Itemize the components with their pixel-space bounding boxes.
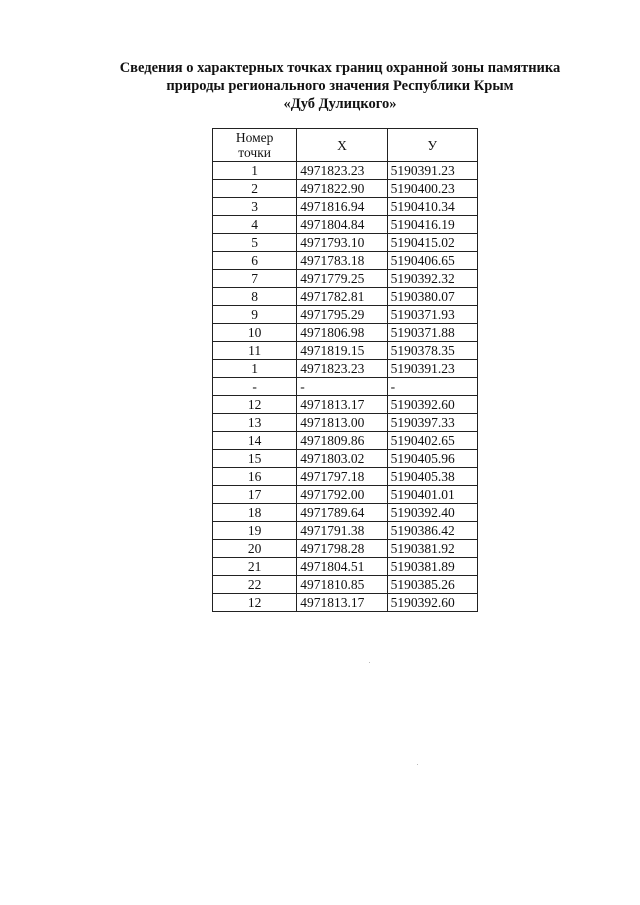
coordinates-table: [212, 128, 478, 612]
table-row: [213, 378, 478, 396]
cell-x: 4971813.17: [297, 594, 387, 612]
cell-point-number: 12: [213, 594, 297, 612]
cell-x: 4971782.81: [297, 288, 387, 306]
cell-y: 5190402.65: [387, 432, 477, 450]
table-row: [213, 270, 478, 288]
cell-point-number: 16: [213, 468, 297, 486]
cell-point-number: -: [213, 378, 297, 396]
table-row: [213, 486, 478, 504]
cell-point-number: 17: [213, 486, 297, 504]
cell-point-number: 19: [213, 522, 297, 540]
cell-y: 5190405.38: [387, 468, 477, 486]
cell-x: 4971813.17: [297, 396, 387, 414]
cell-x: 4971823.23: [297, 162, 387, 180]
cell-y: 5190400.23: [387, 180, 477, 198]
cell-point-number: 1: [213, 360, 297, 378]
cell-x: 4971795.29: [297, 306, 387, 324]
cell-y: 5190415.02: [387, 234, 477, 252]
cell-x: 4971822.90: [297, 180, 387, 198]
table-row: [213, 432, 478, 450]
cell-y: 5190381.92: [387, 540, 477, 558]
cell-y: 5190397.33: [387, 414, 477, 432]
cell-y: 5190392.60: [387, 396, 477, 414]
cell-point-number: 8: [213, 288, 297, 306]
cell-x: 4971806.98: [297, 324, 387, 342]
table-row: [213, 522, 478, 540]
table-row: [213, 594, 478, 612]
cell-y: 5190391.23: [387, 360, 477, 378]
cell-point-number: 18: [213, 504, 297, 522]
table-row: [213, 216, 478, 234]
cell-point-number: 21: [213, 558, 297, 576]
cell-y: 5190416.19: [387, 216, 477, 234]
cell-y: 5190410.34: [387, 198, 477, 216]
header-point-number-line2: точки: [238, 145, 271, 160]
cell-point-number: 9: [213, 306, 297, 324]
cell-x: 4971823.23: [297, 360, 387, 378]
cell-x: 4971797.18: [297, 468, 387, 486]
table-row: [213, 450, 478, 468]
cell-x: 4971783.18: [297, 252, 387, 270]
table-row: [213, 198, 478, 216]
cell-point-number: 7: [213, 270, 297, 288]
table-row: [213, 396, 478, 414]
document-title: [90, 59, 590, 113]
table-row: [213, 306, 478, 324]
cell-y: 5190401.01: [387, 486, 477, 504]
cell-y: 5190392.32: [387, 270, 477, 288]
scan-speck: [369, 662, 370, 663]
table-row: [213, 576, 478, 594]
table-row: [213, 360, 478, 378]
header-x: X: [297, 129, 387, 162]
cell-x: 4971816.94: [297, 198, 387, 216]
cell-y: 5190381.89: [387, 558, 477, 576]
cell-point-number: 6: [213, 252, 297, 270]
title-line-1: Сведения о характерных точках границ охранной зоны памятника: [119, 60, 561, 76]
cell-x: 4971779.25: [297, 270, 387, 288]
cell-point-number: 4: [213, 216, 297, 234]
cell-x: 4971810.85: [297, 576, 387, 594]
table-row: [213, 252, 478, 270]
cell-point-number: 14: [213, 432, 297, 450]
cell-y: 5190386.42: [387, 522, 477, 540]
cell-x: 4971813.00: [297, 414, 387, 432]
cell-point-number: 20: [213, 540, 297, 558]
cell-y: 5190406.65: [387, 252, 477, 270]
cell-x: 4971819.15: [297, 342, 387, 360]
table-row: [213, 540, 478, 558]
table-row: [213, 468, 478, 486]
table-row: [213, 288, 478, 306]
cell-x: 4971803.02: [297, 450, 387, 468]
cell-point-number: 15: [213, 450, 297, 468]
title-line-2: природы регионального значения Республики Крым: [166, 78, 514, 94]
table-body: [213, 162, 478, 612]
cell-y: 5190371.93: [387, 306, 477, 324]
table-row: [213, 162, 478, 180]
cell-point-number: 22: [213, 576, 297, 594]
cell-y: 5190380.07: [387, 288, 477, 306]
cell-y: 5190392.40: [387, 504, 477, 522]
title-line-3: «Дуб Дулицкого»: [283, 96, 397, 112]
cell-x: 4971791.38: [297, 522, 387, 540]
table-row: [213, 180, 478, 198]
table-header-row: [213, 129, 478, 162]
cell-x: 4971789.64: [297, 504, 387, 522]
table-row: [213, 324, 478, 342]
header-point-number: [213, 129, 297, 162]
header-y: У: [387, 129, 477, 162]
cell-y: 5190385.26: [387, 576, 477, 594]
table-row: [213, 414, 478, 432]
cell-point-number: 13: [213, 414, 297, 432]
cell-x: 4971792.00: [297, 486, 387, 504]
cell-point-number: 1: [213, 162, 297, 180]
cell-x: 4971809.86: [297, 432, 387, 450]
cell-x: 4971804.51: [297, 558, 387, 576]
table-row: [213, 504, 478, 522]
cell-point-number: 2: [213, 180, 297, 198]
cell-y: 5190378.35: [387, 342, 477, 360]
cell-point-number: 3: [213, 198, 297, 216]
cell-x: 4971804.84: [297, 216, 387, 234]
cell-x: 4971793.10: [297, 234, 387, 252]
header-point-number-line1: Номер: [235, 130, 274, 145]
cell-point-number: 5: [213, 234, 297, 252]
cell-x: -: [297, 378, 387, 396]
cell-y: 5190392.60: [387, 594, 477, 612]
cell-x: 4971798.28: [297, 540, 387, 558]
table-row: [213, 342, 478, 360]
scan-speck: [417, 764, 418, 765]
cell-y: 5190391.23: [387, 162, 477, 180]
table-row: [213, 558, 478, 576]
cell-y: 5190405.96: [387, 450, 477, 468]
cell-point-number: 10: [213, 324, 297, 342]
cell-y: 5190371.88: [387, 324, 477, 342]
cell-y: -: [387, 378, 477, 396]
table-row: [213, 234, 478, 252]
cell-point-number: 12: [213, 396, 297, 414]
cell-point-number: 11: [213, 342, 297, 360]
